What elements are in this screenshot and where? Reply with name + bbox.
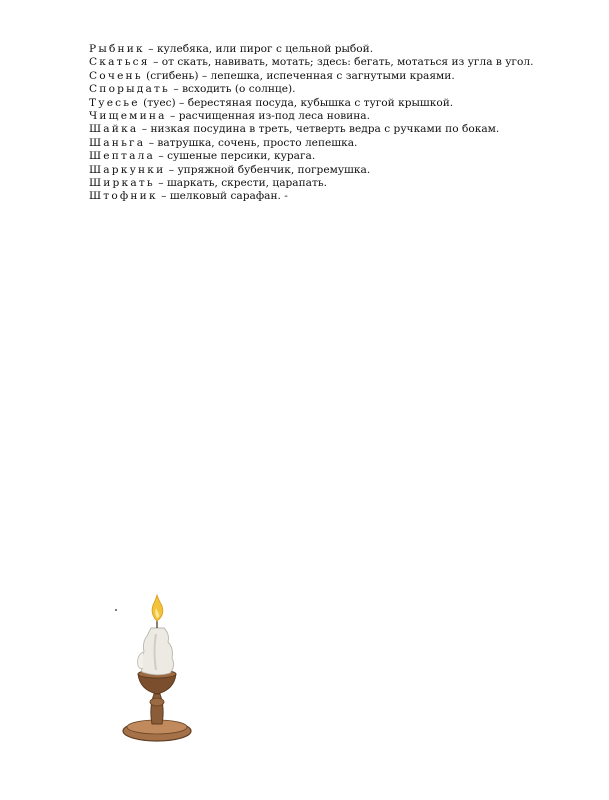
glossary-definition: (туес) – берестяная посуда, кубышка с тугой крышкой. bbox=[143, 96, 454, 109]
glossary-entry bbox=[89, 177, 589, 190]
glossary-term: Шайка bbox=[89, 123, 139, 136]
candle-wax bbox=[141, 628, 174, 675]
glossary-definition: сушеные персики, курага. bbox=[167, 150, 316, 163]
glossary-entry bbox=[89, 150, 589, 163]
glossary-entry bbox=[89, 164, 589, 177]
dash: – bbox=[148, 43, 154, 55]
glossary-term: Туесье bbox=[89, 96, 140, 109]
glossary-entry bbox=[89, 190, 589, 203]
glossary-entry bbox=[89, 43, 589, 56]
glossary-term: Штофник bbox=[89, 190, 158, 203]
glossary-definition: кулебяка, или пирог с цельной рыбой. bbox=[156, 43, 374, 55]
glossary-term: Ширкать bbox=[89, 177, 155, 190]
glossary-definition: всходить (о солнце). bbox=[182, 83, 296, 96]
candlestick-knob bbox=[150, 698, 164, 706]
glossary-entry bbox=[89, 70, 589, 83]
glossary-entry bbox=[89, 97, 589, 110]
dash: – bbox=[148, 136, 154, 149]
dash: – bbox=[141, 123, 148, 136]
glossary-term: Чищемина bbox=[89, 110, 167, 123]
glossary-entry bbox=[89, 56, 589, 69]
dash: – bbox=[153, 56, 159, 69]
dash: – bbox=[158, 177, 164, 190]
glossary-list bbox=[89, 43, 589, 204]
glossary-definition: низкая посудина в треть, четверть ведра с ручками по бокам. bbox=[150, 123, 500, 136]
glossary-definition: шаркать, скрести, царапать. bbox=[166, 177, 327, 190]
glossary-definition: от скать, навивать, мотать; здесь: бегать, мотаться из угла в угол. bbox=[161, 56, 534, 69]
glossary-term: Шаньга bbox=[89, 136, 146, 149]
glossary-entry bbox=[89, 123, 589, 136]
glossary-entry bbox=[89, 83, 589, 96]
glossary-term: Рыбник bbox=[89, 43, 145, 55]
dash: – bbox=[168, 163, 175, 176]
glossary-entry bbox=[89, 110, 589, 123]
glossary-entry bbox=[89, 137, 589, 150]
candle-illustration bbox=[112, 590, 202, 750]
glossary-definition: расчищенная из-под леса новина. bbox=[178, 110, 370, 123]
glossary-definition: упряжной бубенчик, погремушка. bbox=[177, 163, 371, 176]
glossary-term: Спорыдать bbox=[89, 83, 171, 96]
dash: – bbox=[158, 150, 164, 163]
dash: – bbox=[173, 83, 179, 96]
ink-speck bbox=[115, 609, 117, 611]
candle-wax-drip bbox=[138, 652, 143, 669]
dash: – bbox=[161, 190, 167, 203]
glossary-definition: ватрушка, сочень, просто лепешка. bbox=[157, 136, 358, 149]
dash: – bbox=[170, 110, 176, 123]
glossary-term: Шаркунки bbox=[89, 163, 166, 176]
glossary-term: Сочень bbox=[89, 69, 143, 82]
glossary-definition: шелковый сарафан. - bbox=[169, 190, 288, 203]
glossary-definition: (сгибень) – лепешка, испеченная с загнутыми краями. bbox=[146, 69, 455, 82]
glossary-term: Скаться bbox=[89, 56, 150, 69]
glossary-term: Шептала bbox=[89, 150, 156, 163]
